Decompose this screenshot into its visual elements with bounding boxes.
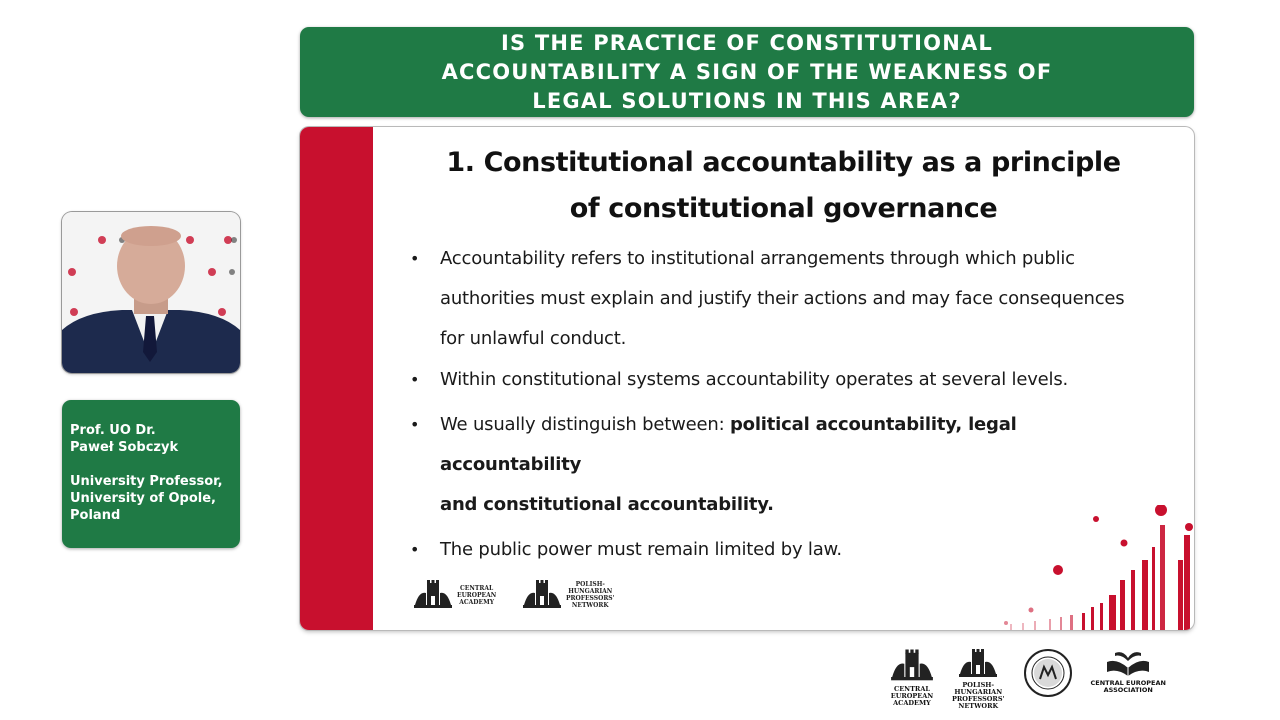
logo2-line-4: NETWORK xyxy=(571,602,609,609)
banner-line-2: ACCOUNTABILITY A SIGN OF THE WEAKNESS OF xyxy=(441,59,1053,84)
bullet-1-line-3: for unlawful conduct. xyxy=(440,328,627,349)
logo2-line-3: PROFESSORS' xyxy=(566,595,615,602)
decorative-bars-graphic xyxy=(934,505,1194,630)
speaker-role-3: Poland xyxy=(70,508,121,523)
presentation-slide xyxy=(300,127,1194,630)
bullet-1-line-2: authorities must explain and justify their actions and may face consequences xyxy=(440,288,1125,309)
bullet-1-line-1: Accountability refers to institutional arrangements through which public xyxy=(440,248,1075,269)
bullet-4-text: The public power must remain limited by law. xyxy=(440,539,842,560)
bullet-3-bold-2: and constitutional accountability. xyxy=(440,494,774,515)
logo1-line-2: EUROPEAN xyxy=(457,591,497,599)
footer-cea-line-3: ACADEMY xyxy=(893,699,931,707)
speaker-role-2: University of Opole, xyxy=(70,491,216,506)
castle-emblem-icon xyxy=(413,579,453,611)
logo2-line-1: POLISH- xyxy=(575,581,605,588)
footer-cea-line-1: CENTRAL xyxy=(894,685,930,693)
footer-phpn-line-3: PROFESSORS' xyxy=(952,695,1005,703)
bullet-3-bold-1: political accountability, legal accountability xyxy=(440,414,1017,475)
speaker-photo xyxy=(62,212,240,373)
logo1-line-3: ACADEMY xyxy=(459,598,495,606)
bullet-2-text: Within constitutional systems accountability operates at several levels. xyxy=(440,369,1069,390)
university-seal-logo xyxy=(1023,648,1073,698)
central-european-association-logo xyxy=(1091,648,1166,694)
logo2-line-2: HUNGARIAN xyxy=(568,588,613,595)
footer-phpn-line-1: POLISH- xyxy=(962,681,995,689)
castle-emblem-icon xyxy=(958,648,998,680)
open-book-icon xyxy=(1103,648,1153,678)
bullet-item xyxy=(408,360,1148,400)
bullet-item xyxy=(408,239,1148,359)
central-european-academy-logo xyxy=(413,579,496,611)
speaker-name: Paweł Sobczyk xyxy=(70,440,179,455)
speaker-title: Prof. UO Dr. xyxy=(70,423,156,438)
slide-title-line-2: of constitutional governance xyxy=(569,193,998,224)
speaker-role-1: University Professor, xyxy=(70,474,223,489)
banner-line-1: IS THE PRACTICE OF CONSTITUTIONAL xyxy=(500,30,994,55)
slide-title-line-1: 1. Constitutional accountability as a principle xyxy=(446,147,1121,178)
polish-hungarian-network-logo xyxy=(522,579,614,611)
footer-phpn-line-4: NETWORK xyxy=(958,702,999,710)
footer-cea-line-2: EUROPEAN xyxy=(890,692,934,700)
footer-polish-hungarian-network-logo xyxy=(952,648,1005,710)
castle-emblem-icon xyxy=(890,648,934,684)
footer-ceaa-line-1: CENTRAL EUROPEAN xyxy=(1090,679,1166,687)
slide-red-bar xyxy=(300,127,373,630)
footer-ceaa-line-2: ASSOCIATION xyxy=(1103,686,1153,694)
footer-central-european-academy-logo xyxy=(890,648,934,707)
footer-phpn-line-2: HUNGARIAN xyxy=(954,688,1003,696)
speaker-video-feed xyxy=(62,212,240,373)
castle-emblem-icon xyxy=(522,579,562,611)
footer-logos xyxy=(890,648,1166,710)
title-banner xyxy=(300,27,1194,117)
bullet-3-plain: We usually distinguish between: xyxy=(440,414,730,435)
banner-line-3: LEGAL SOLUTIONS IN THIS AREA? xyxy=(532,88,962,113)
logo1-line-1: CENTRAL xyxy=(460,584,494,592)
speaker-info-card xyxy=(62,400,240,548)
university-seal-icon xyxy=(1023,648,1073,698)
